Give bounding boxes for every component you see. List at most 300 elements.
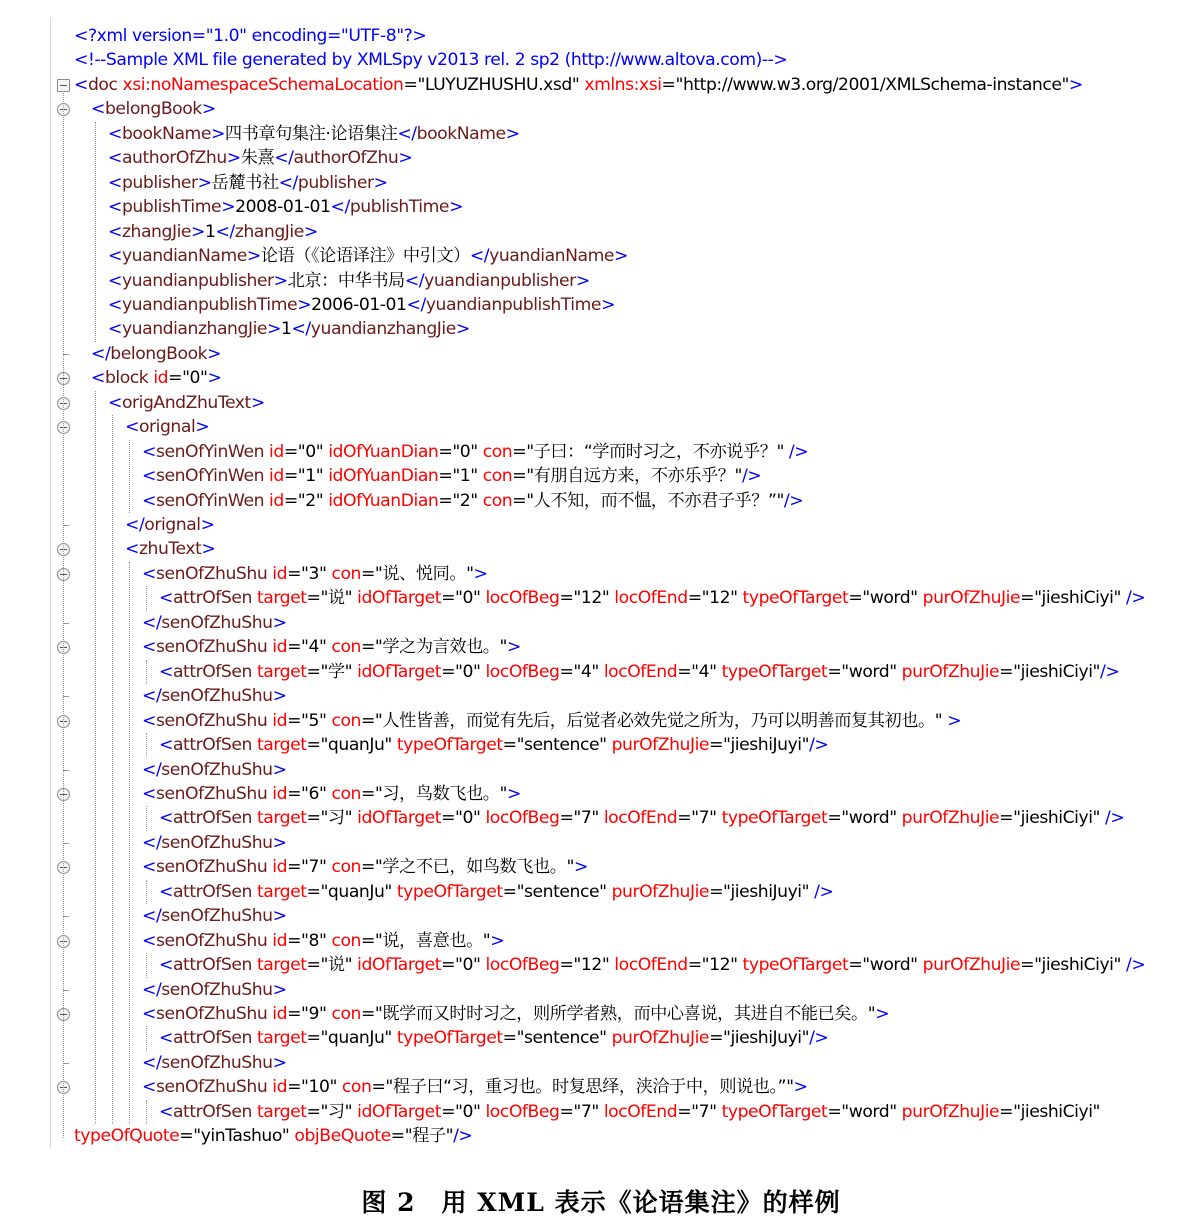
code-content <box>108 293 615 317</box>
code-line <box>51 586 1179 610</box>
tag-bracket: > <box>455 319 470 340</box>
tag-bracket: </ <box>142 832 162 853</box>
code-line <box>51 489 1179 513</box>
code-content <box>159 733 828 757</box>
tag-bracket: /> <box>1120 588 1146 609</box>
attribute-value: "word" <box>862 588 918 609</box>
text-content: 北京：中华书局 <box>287 270 405 291</box>
tag-bracket: < <box>108 123 122 144</box>
tag-bracket: < <box>125 417 139 438</box>
equals-sign: = <box>360 563 375 584</box>
attribute-value: "既学而又时时习之，则所学者熟，而中心喜说，其进自不能已矣。" <box>374 1004 876 1024</box>
tag-bracket: > <box>575 270 590 291</box>
equals-sign: = <box>687 588 702 609</box>
indent-guide-line <box>146 1100 148 1124</box>
tag-bracket: > <box>201 99 216 120</box>
tag-bracket: < <box>108 319 122 340</box>
tag-bracket: </ <box>142 979 162 1000</box>
element-name: doc <box>87 74 118 95</box>
attribute-name: id <box>264 466 284 487</box>
attribute-value: "6" <box>301 783 327 804</box>
code-line <box>51 342 1179 366</box>
xml-editor-pane[interactable] <box>50 18 1179 1148</box>
element-name: yuandianName <box>489 246 615 267</box>
attribute-name: idOfYuanDian <box>323 466 439 487</box>
attribute-value: "yinTashuo" <box>193 1126 290 1147</box>
attribute-name: target <box>251 955 307 976</box>
attribute-value: "jieshiJuyi" <box>723 881 810 902</box>
code-content <box>108 146 412 170</box>
code-line <box>51 73 1179 97</box>
attribute-name: purOfZhuJie <box>896 661 1000 682</box>
attribute-name: typeOfTarget <box>716 1101 828 1122</box>
indent-guide-line <box>112 415 114 1124</box>
attribute-name: typeOfTarget <box>737 588 849 609</box>
code-content <box>159 1100 1100 1124</box>
equals-sign: = <box>502 881 517 902</box>
code-line <box>51 929 1179 953</box>
tag-bracket: > <box>303 221 318 242</box>
attribute-name: typeOfTarget <box>391 881 503 902</box>
tag-bracket: > <box>250 392 265 413</box>
tag-bracket: </ <box>142 759 162 780</box>
attribute-name: purOfZhuJie <box>896 808 1000 829</box>
equals-sign: = <box>441 1101 456 1122</box>
code-line <box>51 953 1179 977</box>
element-name: attrOfSen <box>172 955 252 976</box>
tag-bracket: < <box>142 1004 156 1024</box>
element-name: publisher <box>297 172 374 193</box>
tag-bracket: > <box>473 563 488 584</box>
element-name: senOfZhuShu <box>155 637 268 658</box>
attribute-value: "说" <box>320 588 353 609</box>
code-content <box>142 635 521 659</box>
tag-bracket: < <box>159 735 173 756</box>
tag-bracket: </ <box>406 294 426 315</box>
attribute-name: id <box>264 490 284 511</box>
tag-bracket: /> <box>809 1028 829 1049</box>
tag-bracket: < <box>125 539 139 560</box>
code-line <box>51 635 1179 659</box>
attribute-value: "12" <box>701 955 738 976</box>
attribute-name: id <box>267 637 288 658</box>
code-line <box>51 782 1179 806</box>
attribute-name: con <box>326 1004 361 1024</box>
attribute-name: id <box>267 1077 288 1098</box>
attribute-value: "4" <box>691 661 717 682</box>
code-line <box>51 1100 1179 1124</box>
code-content <box>142 978 287 1002</box>
equals-sign: = <box>559 808 574 829</box>
attribute-value: "0" <box>455 661 481 682</box>
code-content <box>142 464 761 488</box>
attribute-name: target <box>251 881 307 902</box>
attribute-name: id <box>267 783 288 804</box>
tag-bracket: > <box>272 612 287 633</box>
tag-bracket: /> <box>1100 808 1125 829</box>
element-name: senOfZhuShu <box>161 759 273 780</box>
code-content <box>142 440 808 464</box>
code-line <box>51 1002 1179 1026</box>
attribute-value: "1" <box>452 466 478 487</box>
tag-bracket: < <box>142 563 156 584</box>
element-name: publisher <box>121 172 198 193</box>
tag-bracket: </ <box>142 1052 162 1073</box>
tag-bracket: < <box>159 1028 173 1049</box>
equals-sign: = <box>283 441 298 462</box>
tag-bracket: > <box>273 270 288 291</box>
code-line <box>51 684 1179 708</box>
element-name: bookName <box>416 123 506 144</box>
code-line <box>51 758 1179 782</box>
tag-bracket: < <box>159 588 173 609</box>
tag-bracket: > <box>272 832 287 853</box>
equals-sign: = <box>709 1028 724 1049</box>
element-name: authorOfZhu <box>121 148 227 169</box>
element-name: orignal <box>144 515 201 535</box>
indent-guide-line <box>129 440 131 513</box>
tag-bracket: > <box>573 857 588 878</box>
code-line <box>51 24 1179 48</box>
tag-bracket: > <box>601 294 616 315</box>
text-content: 2006-01-01 <box>311 294 407 315</box>
element-name: senOfZhuShu <box>155 1004 268 1024</box>
tag-bracket: </ <box>397 123 417 144</box>
equals-sign: = <box>360 930 375 951</box>
element-name: attrOfSen <box>172 808 252 829</box>
element-name: zhangJie <box>121 221 192 242</box>
code-content <box>142 758 287 782</box>
code-content <box>125 513 215 537</box>
code-content <box>142 611 287 635</box>
attribute-name: purOfZhuJie <box>896 1101 1000 1122</box>
text-content: 四书章句集注·论语集注 <box>224 123 398 144</box>
code-content <box>142 1075 808 1099</box>
equals-sign: = <box>999 661 1014 682</box>
attribute-name: purOfZhuJie <box>917 955 1021 976</box>
element-name: senOfZhuShu <box>161 1052 273 1073</box>
attribute-value: "10" <box>301 1077 337 1098</box>
element-name: senOfZhuShu <box>155 563 268 584</box>
element-name: yuandianzhangJie <box>310 319 456 340</box>
attribute-name: con <box>326 930 361 951</box>
code-content <box>74 1124 472 1148</box>
element-name: yuandianpublisher <box>424 270 576 291</box>
equals-sign: = <box>360 783 375 804</box>
tag-bracket: < <box>142 710 156 731</box>
tag-bracket: > <box>200 515 215 535</box>
code-line <box>51 537 1179 561</box>
tag-bracket: < <box>159 808 173 829</box>
tag-bracket: > <box>272 686 287 707</box>
code-line <box>51 611 1179 635</box>
attribute-name: typeOfTarget <box>737 955 849 976</box>
attribute-value: "0" <box>182 368 208 389</box>
equals-sign: = <box>999 1101 1014 1122</box>
equals-sign: = <box>179 1126 194 1147</box>
element-name: block <box>104 368 149 389</box>
tag-bracket: > <box>398 148 413 169</box>
element-name: senOfZhuShu <box>161 906 273 927</box>
xml-declaration: <?xml version="1.0" encoding="UTF-8"?> <box>74 26 427 46</box>
attribute-value: "子曰：“学而时习之，不亦说乎？" <box>526 441 784 462</box>
element-name: senOfZhuShu <box>161 612 273 633</box>
tag-bracket: > <box>191 221 205 242</box>
attribute-name: con <box>336 1077 372 1098</box>
attribute-name: locOfEnd <box>598 1101 678 1122</box>
attribute-name: locOfBeg <box>480 808 560 829</box>
code-line <box>51 195 1179 219</box>
equals-sign: = <box>283 490 298 511</box>
tag-bracket: > <box>210 123 225 144</box>
attribute-name: xsi:noNamespaceSchemaLocation <box>117 74 404 95</box>
tag-bracket: > <box>197 172 212 193</box>
equals-sign: = <box>287 563 302 584</box>
attribute-value: "jieshiCiyi" <box>1034 588 1121 609</box>
code-content <box>108 122 520 146</box>
code-content <box>159 953 1145 977</box>
attribute-name: con <box>326 857 361 878</box>
attribute-name: purOfZhuJie <box>917 588 1021 609</box>
attribute-value: "5" <box>301 710 327 731</box>
tag-bracket: < <box>142 637 156 658</box>
attribute-value: "jieshiCiyi" <box>1013 1101 1100 1122</box>
equals-sign: = <box>677 661 692 682</box>
attribute-value: "有朋自远方来，不亦乐乎？" <box>526 466 742 487</box>
attribute-name: target <box>251 808 307 829</box>
attribute-name: typeOfTarget <box>716 808 828 829</box>
attribute-value: "7" <box>573 1101 599 1122</box>
tag-bracket: < <box>159 955 173 976</box>
element-name: senOfYinWen <box>155 441 265 462</box>
indent-guide-line <box>146 733 148 757</box>
code-line <box>51 733 1179 757</box>
tag-bracket: < <box>142 1077 156 1098</box>
attribute-value: "习，鸟数飞也。" <box>374 783 507 804</box>
attribute-value: "学之为言效也。" <box>374 637 507 658</box>
element-name: senOfZhuShu <box>155 857 268 878</box>
tag-bracket: </ <box>91 343 111 364</box>
element-name: attrOfSen <box>172 1101 252 1122</box>
equals-sign: = <box>441 955 456 976</box>
tag-bracket: < <box>142 441 156 462</box>
attribute-name: locOfEnd <box>609 588 688 609</box>
equals-sign: = <box>827 1101 842 1122</box>
tag-bracket: > <box>614 246 628 267</box>
equals-sign: = <box>283 466 298 487</box>
code-content <box>142 904 287 928</box>
attribute-name: purOfZhuJie <box>606 735 710 756</box>
tag-bracket: </ <box>142 906 162 927</box>
code-content <box>125 537 215 561</box>
equals-sign: = <box>559 955 574 976</box>
equals-sign: = <box>709 735 724 756</box>
element-name: attrOfSen <box>172 735 252 756</box>
code-line <box>51 1075 1179 1099</box>
tag-bracket: > <box>373 172 388 193</box>
code-content <box>159 806 1124 830</box>
code-content <box>159 1026 828 1050</box>
tag-bracket: > <box>449 197 464 218</box>
equals-sign: = <box>441 661 456 682</box>
tag-bracket: > <box>1068 74 1083 95</box>
code-content <box>108 269 590 293</box>
code-content <box>142 929 504 953</box>
attribute-value: "4" <box>573 661 599 682</box>
attribute-value: "12" <box>573 588 610 609</box>
attribute-name: idOfTarget <box>352 661 442 682</box>
attribute-name: idOfTarget <box>352 1101 442 1122</box>
attribute-value: "7" <box>691 808 717 829</box>
attribute-name: idOfTarget <box>352 588 442 609</box>
indent-guide-line <box>146 1026 148 1050</box>
element-name: senOfZhuShu <box>161 686 273 707</box>
attribute-value: "jieshiCiyi" <box>1013 808 1100 829</box>
equals-sign: = <box>287 710 302 731</box>
attribute-value: "LUYUZHUSHU.xsd" <box>417 74 580 95</box>
tag-bracket: > <box>246 246 261 267</box>
text-content: 朱熹 <box>240 148 275 169</box>
code-content <box>142 1051 287 1075</box>
code-content <box>108 244 628 268</box>
equals-sign: = <box>287 930 302 951</box>
attribute-name: target <box>251 735 307 756</box>
tag-bracket: > <box>267 319 281 340</box>
code-line <box>51 806 1179 830</box>
element-name: orignal <box>138 417 196 438</box>
attribute-value: "7" <box>691 1101 717 1122</box>
equals-sign: = <box>441 808 456 829</box>
element-name: zhuText <box>138 539 202 560</box>
code-content <box>142 489 803 513</box>
element-name: yuandianpublisher <box>121 270 274 291</box>
code-line <box>51 464 1179 488</box>
tag-bracket: < <box>142 783 156 804</box>
code-line <box>51 904 1179 928</box>
code-line <box>51 880 1179 904</box>
attribute-name: con <box>326 563 361 584</box>
tag-bracket: < <box>108 221 122 242</box>
tag-bracket: > <box>272 1052 287 1073</box>
attribute-name: typeOfTarget <box>716 661 828 682</box>
tag-bracket: </ <box>278 172 298 193</box>
attribute-name: id <box>267 857 288 878</box>
element-name: zhangJie <box>234 221 304 242</box>
tag-bracket: > <box>507 637 521 658</box>
tag-bracket: /> <box>1120 955 1146 976</box>
attribute-value: "jieshiJuyi" <box>723 735 810 756</box>
attribute-value: "说" <box>320 955 353 976</box>
code-content <box>74 73 1083 97</box>
tag-bracket: </ <box>469 246 490 267</box>
text-content: 2008-01-01 <box>235 197 331 218</box>
element-name: bookName <box>121 123 211 144</box>
code-content <box>142 562 487 586</box>
attribute-name: locOfBeg <box>480 661 560 682</box>
tag-bracket: </ <box>142 686 162 707</box>
attribute-value: "习" <box>320 1101 353 1122</box>
attribute-value: "sentence" <box>516 881 607 902</box>
attribute-value: "http://www.w3.org/2001/XMLSchema-instance" <box>675 74 1069 95</box>
text-content: 论语（《论语译注》中引文） <box>260 246 470 267</box>
code-line <box>51 244 1179 268</box>
attribute-value: "sentence" <box>516 1028 607 1049</box>
code-line <box>51 48 1179 72</box>
attribute-name: locOfEnd <box>598 808 678 829</box>
attribute-name: locOfEnd <box>609 955 688 976</box>
tag-bracket: > <box>207 343 222 364</box>
code-content <box>159 586 1145 610</box>
code-content <box>108 220 318 244</box>
tag-bracket: </ <box>142 612 162 633</box>
equals-sign: = <box>306 661 321 682</box>
code-line <box>51 269 1179 293</box>
attribute-value: "程子" <box>404 1126 454 1147</box>
element-name: senOfZhuShu <box>155 1077 268 1098</box>
code-content <box>142 1002 889 1026</box>
attribute-name: id <box>267 930 288 951</box>
code-line <box>51 660 1179 684</box>
equals-sign: = <box>287 1077 302 1098</box>
code-content <box>142 709 961 733</box>
code-line <box>51 831 1179 855</box>
tag-bracket: > <box>201 539 216 560</box>
attribute-name: con <box>326 783 361 804</box>
element-name: senOfZhuShu <box>161 979 273 1000</box>
equals-sign: = <box>827 661 842 682</box>
attribute-value: "0" <box>455 808 481 829</box>
tag-bracket: </ <box>125 515 145 535</box>
equals-sign: = <box>306 588 321 609</box>
equals-sign: = <box>306 1101 321 1122</box>
attribute-value: "8" <box>301 930 327 951</box>
code-content <box>159 660 1119 684</box>
attribute-value: "2" <box>452 490 478 511</box>
equals-sign: = <box>371 1077 386 1098</box>
attribute-name: con <box>477 490 513 511</box>
attribute-name: objBeQuote <box>289 1126 391 1147</box>
attribute-name: idOfTarget <box>352 955 442 976</box>
equals-sign: = <box>687 955 702 976</box>
attribute-name: target <box>251 1028 307 1049</box>
tag-bracket: > <box>221 197 236 218</box>
equals-sign: = <box>360 1004 375 1024</box>
code-line <box>51 1051 1179 1075</box>
code-content <box>125 415 209 439</box>
attribute-name: idOfYuanDian <box>323 490 439 511</box>
code-line <box>51 440 1179 464</box>
attribute-value: "0" <box>455 588 481 609</box>
code-content <box>142 831 287 855</box>
tag-bracket: > <box>793 1077 808 1098</box>
equals-sign: = <box>1020 955 1035 976</box>
attribute-name: typeOfTarget <box>391 735 503 756</box>
code-line <box>51 293 1179 317</box>
attribute-name: con <box>477 466 513 487</box>
equals-sign: = <box>827 808 842 829</box>
figure-caption: 图 2 用 XML 表示《论语集注》的样例 <box>361 1188 841 1217</box>
attribute-name: id <box>267 710 288 731</box>
tag-bracket: < <box>108 148 122 169</box>
code-line <box>51 709 1179 733</box>
attribute-name: id <box>264 441 284 462</box>
element-name: yuandianpublishTime <box>121 294 298 315</box>
equals-sign: = <box>438 441 453 462</box>
tag-bracket: < <box>159 661 173 682</box>
element-name: attrOfSen <box>172 1028 252 1049</box>
code-line <box>51 171 1179 195</box>
equals-sign: = <box>306 1028 321 1049</box>
